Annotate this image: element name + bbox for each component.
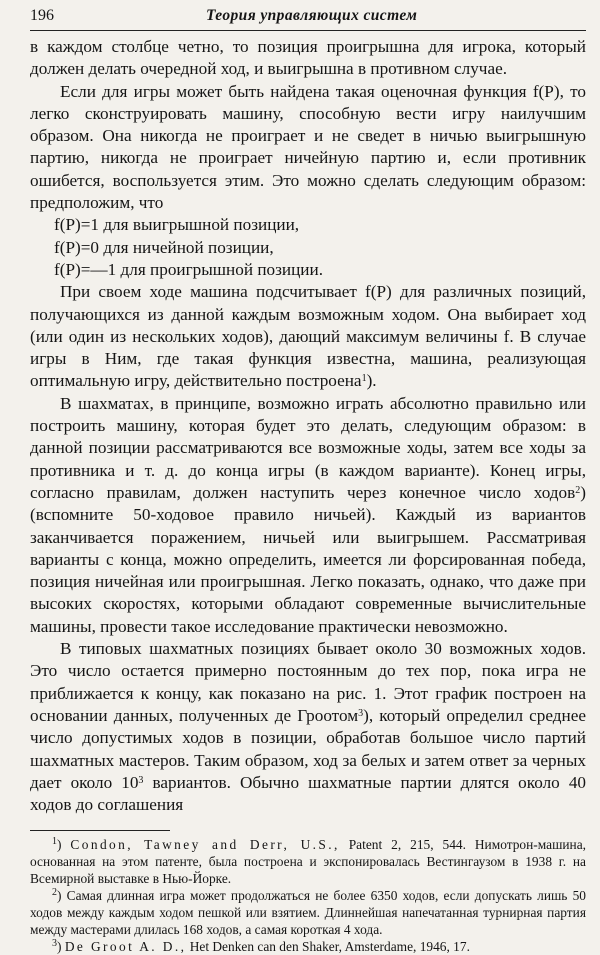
formula-loss: f(P)=—1 для проигрышной позиции. xyxy=(54,259,323,279)
footnote-2: $^2$) Самая длинная игра может продолжаться не более 6350 ходов, если допускать лишь 50 ходов между каждым ходом пешкой или взятием. Длиннейшая напечатанная турнирная партия между мастерами длилась 168 ходов, а самая короткая 4 хода. xyxy=(30,887,586,938)
power-exponent: 3 xyxy=(138,774,144,786)
paragraph-4 xyxy=(30,393,586,638)
paragraph-4-text-a: В шахматах, в принципе, возможно играть абсолютно правильно или построить машину, которая будет это делать, следующим образом: в данной позиции рассматриваются все возможные ходы, затем все ходы за противника и т. д. до конца игры (в каждом варианте). Конец игры, согласно правилам, должен наступить через конечное число ходов xyxy=(30,393,586,502)
paragraph-4-text-b: ) (вспомните 50-ходовое правило ничьей). Каждый из вариантов заканчивается поражением, ничьей или выигрышем. Рассматривая варианты с конца, можно определить, имеется ли форсированная победа, позиция ничейная или проигрышная. Легко показать, однако, что даже при высоких скоростях, которыми обладают современные вычислительные машины, провести такое исследование практически невозможно. xyxy=(30,482,586,636)
paragraph-5-text-a: В типовых шахматных позициях бывает около 30 возможных ходов. Это число остается примерно постоянным до тех пор, пока игра не приближается к концу, как показано на рис. 1. Этот график построен на основании данных, полученных де Гроотом xyxy=(30,639,586,725)
footnote-ref-2: 2 xyxy=(575,484,581,496)
footnote-ref-1: 1 xyxy=(361,373,367,385)
running-title: Теория управляющих систем xyxy=(206,7,418,24)
footnote-ref-3: 3 xyxy=(358,707,364,719)
footnote-text: Patent 2, 215, 544. Нимотрон-машина, основанная на этом патенте, была построена и экспонировалась Вестингаузом в 1938 г. на Всемирной выставке в Нью-Йорке. xyxy=(30,837,587,887)
paragraph-5-text-b: ), который определил среднее число допустимых ходов в позиции, обработав большое число партий шахматных мастеров. Таким образом, ход за белых и затем ответ за черных дает около 10 xyxy=(30,705,586,792)
footnote-text: Het Denken can den Shaker, Amsterdame, 1946, 17. xyxy=(186,939,470,955)
footnote-divider xyxy=(30,830,170,831)
paragraph-5-text-c: вариантов. Обычно шахматные партии длятся около 40 ходов до соглашения xyxy=(30,772,587,815)
main-text xyxy=(30,36,586,955)
paragraph-1: в каждом столбце четно, то позиция проигрышна для игрока, который должен делать очередной ход, и выигрышна в противном случае. xyxy=(30,37,586,79)
running-header xyxy=(30,6,586,31)
paragraph-3-text: При своем ходе машина подсчитывает f(P) для различных позиций, получающихся из данной каждым возможным ходом. Она выбирает ход (или один из нескольких ходов), дающий максимум величины f. В случае игры в Ним, где такая функция известна, машина, реализующая оптимальную игру, действительно построена xyxy=(30,282,586,391)
footnotes xyxy=(30,836,586,955)
footnote-1: $^1$) Condon, Tawney and Derr, U.S., Patent 2, 215, 544. Нимотрон-машина, основанная на этом патенте, была построена и экспонировалась Вестингаузом в 1938 г. на Всемирной выставке в Нью-Йорке. xyxy=(30,836,587,887)
paragraph-3 xyxy=(30,281,586,392)
footnote-authors: Condon, Tawney and Derr, U.S., xyxy=(70,837,340,853)
paragraph-5 xyxy=(30,638,586,816)
footnote-text: Самая длинная игра может продолжаться не более 6350 ходов, если допускать лишь 50 ходов между каждым ходом пешкой или взятием. Длиннейшая напечатанная турнирная партия между мастерами длилась 168 ходов, а самая короткая 4 хода. xyxy=(30,888,586,938)
footnote-authors: De Groot A. D., xyxy=(64,939,187,955)
page-number: 196 xyxy=(30,7,54,24)
formula-draw: f(P)=0 для ничейной позиции, xyxy=(54,237,274,257)
paragraph-3-end: ). xyxy=(366,371,377,391)
paragraph-2: Если для игры может быть найдена такая оценочная функция f(P), то легко сконструировать машину, способную вести игру наилучшим образом. Она никогда не проиграет и не сведет в ничью выигрышную партию, никогда не проиграет ничейную партию и, если противник ошибется, воспользуется этим. Это можно сделать следующим образом: предположим, что xyxy=(30,81,586,213)
footnote-mark: 3 xyxy=(52,938,57,950)
footnote-3: $^3$) De Groot A. D., Het Denken can den Shaker, Amsterdame, 1946, 17. xyxy=(52,938,470,955)
footnote-mark: 2 xyxy=(52,887,57,899)
formula-win: f(P)=1 для выигрышной позиции, xyxy=(54,215,300,235)
footnote-mark: 1 xyxy=(52,836,57,848)
